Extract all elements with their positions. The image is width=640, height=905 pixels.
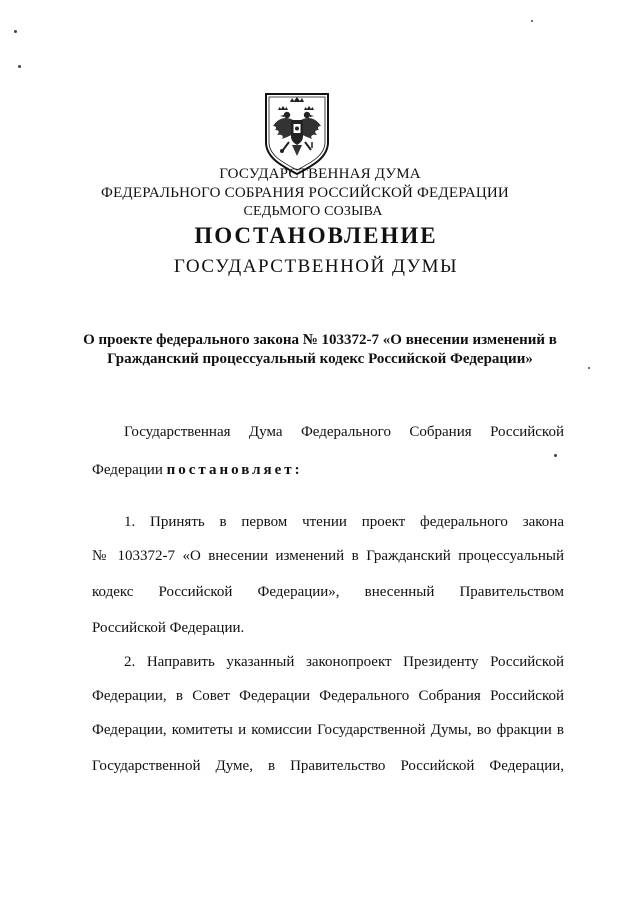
preamble-text: Федерации: [92, 462, 167, 478]
item-2-line-3: Федерации, комитеты и комиссии Государственной Думы, во фракции в: [92, 722, 564, 738]
preamble-line-1: Государственная Дума Федерального Собрания Российской: [124, 424, 564, 440]
document-title: ПОСТАНОВЛЕНИЕ: [194, 223, 438, 248]
header-line-1: ГОСУДАРСТВЕННАЯ ДУМА: [219, 166, 421, 182]
item-2-line-4: Государственной Думе, в Правительство Российской Федерации,: [92, 758, 564, 774]
document-subtitle: ГОСУДАРСТВЕННОЙ ДУМЫ: [173, 256, 459, 277]
item-1-line-2: № 103372-7 «О внесении изменений в Гражданский процессуальный: [92, 548, 564, 564]
header-line-2: ФЕДЕРАЛЬНОГО СОБРАНИЯ РОССИЙСКОЙ ФЕДЕРАЦИИ: [101, 185, 509, 201]
resolves-word: постановляет:: [166, 462, 303, 478]
scan-speck: [14, 30, 17, 33]
header-line-3: СЕДЬМОГО СОЗЫВА: [243, 204, 383, 219]
scan-speck: [554, 454, 557, 457]
scan-speck: [18, 65, 21, 68]
subject-line-1: О проекте федерального закона № 103372-7 «О внесении изменений в: [83, 332, 557, 348]
scan-speck: [531, 20, 533, 22]
item-2-line-2: Федерации, в Совет Федерации Федерального Собрания Российской: [92, 688, 564, 704]
item-1-line-1: 1. Принять в первом чтении проект федерального закона: [124, 514, 564, 530]
item-1-line-3: кодекс Российской Федерации», внесенный Правительством: [92, 584, 564, 600]
scan-speck: [588, 367, 590, 369]
item-1-line-4: Российской Федерации.: [92, 620, 245, 636]
item-2-line-1: 2. Направить указанный законопроект Президенту Российской: [124, 654, 564, 670]
preamble-line-2: [92, 462, 564, 479]
subject-line-2: Гражданский процессуальный кодекс Российской Федерации»: [107, 351, 533, 367]
coat-of-arms-icon: [262, 90, 332, 176]
